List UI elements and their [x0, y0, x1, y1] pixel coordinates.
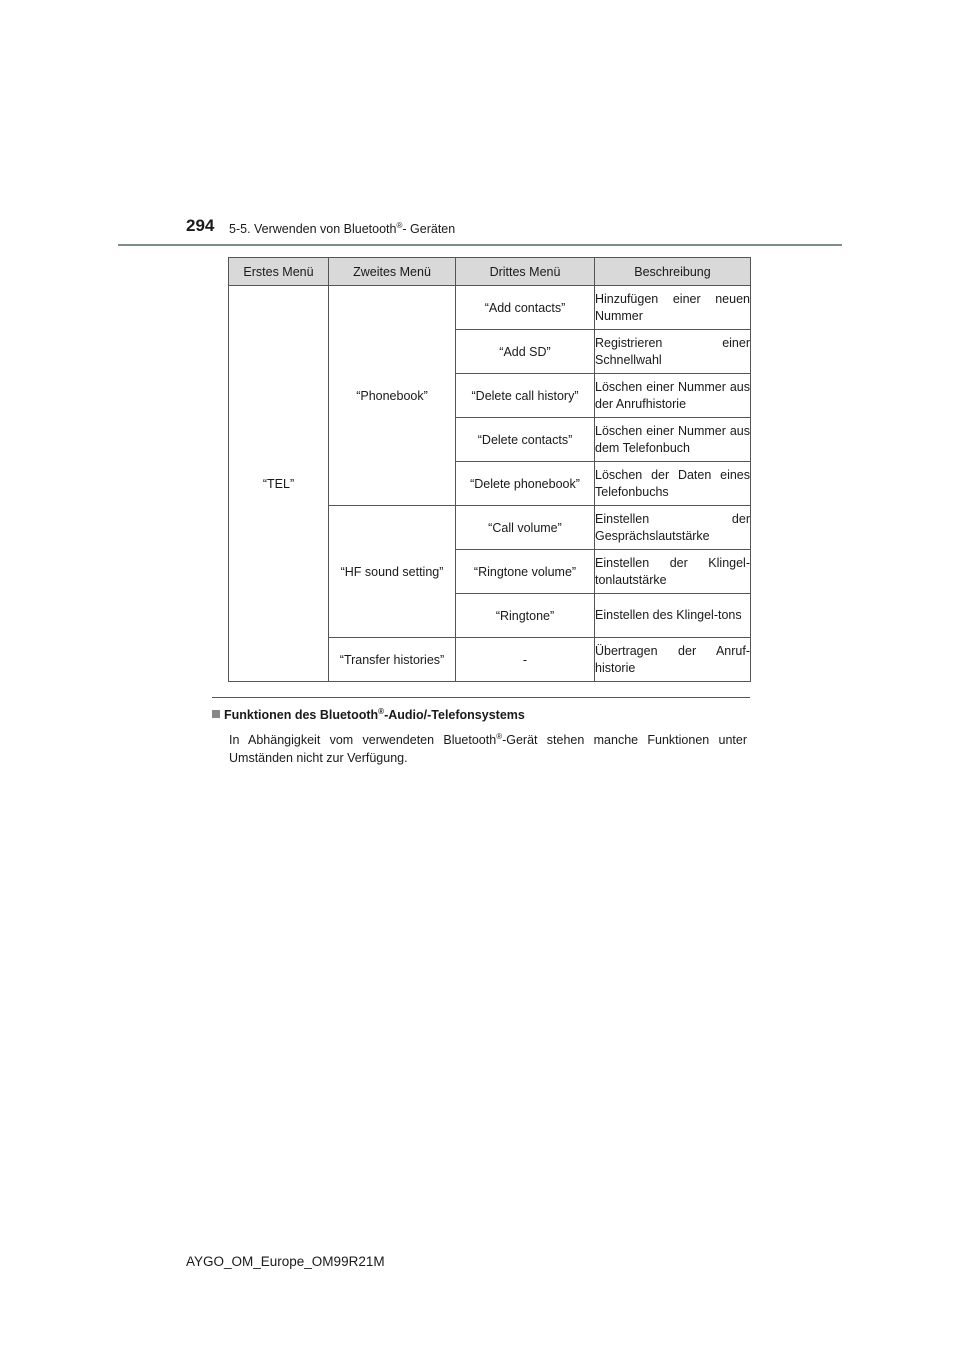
note-body: [229, 728, 747, 767]
second-menu-cell: “HF sound setting”: [329, 506, 456, 638]
second-menu-cell: “Phonebook”: [329, 286, 456, 506]
table-row: [229, 286, 751, 330]
note-body-suffix: -Gerät stehen manche Funktionen unter Umständen nicht zur Verfügung.: [229, 733, 748, 766]
menu-table: [228, 257, 751, 682]
square-bullet-icon: [212, 710, 220, 718]
registered-mark: ®: [396, 221, 403, 230]
third-menu-cell: “Delete contacts”: [456, 418, 595, 462]
second-menu-cell: “Transfer histories”: [329, 638, 456, 682]
description-cell: Registrieren einer Schnellwahl: [595, 330, 751, 374]
header-divider: [118, 244, 842, 246]
third-menu-cell: “Ringtone”: [456, 594, 595, 638]
column-header: Beschreibung: [595, 258, 751, 286]
third-menu-cell: “Add contacts”: [456, 286, 595, 330]
third-menu-cell: “Delete phonebook”: [456, 462, 595, 506]
note-title-text: Funktionen des Bluetooth: [224, 708, 379, 723]
description-cell: Übertragen der Anruf-historie: [595, 638, 751, 682]
section-title-suffix: - Geräten: [402, 222, 456, 237]
registered-mark: ®: [496, 732, 503, 741]
document-code: AYGO_OM_Europe_OM99R21M: [186, 1254, 385, 1269]
third-menu-cell: “Call volume”: [456, 506, 595, 550]
description-cell: Einstellen der Klingel-tonlautstärke: [595, 550, 751, 594]
table-header-row: [229, 258, 751, 286]
note-title: [212, 707, 525, 722]
description-cell: Löschen einer Nummer aus dem Telefonbuch: [595, 418, 751, 462]
note-divider: [212, 697, 750, 698]
page-number: 294: [186, 216, 215, 235]
third-menu-cell: “Delete call history”: [456, 374, 595, 418]
first-menu-cell: “TEL”: [229, 286, 329, 682]
description-cell: Löschen der Daten eines Telefonbuchs: [595, 462, 751, 506]
section-title: [229, 221, 455, 236]
note-body-text: In Abhängigkeit vom verwendeten Bluetooth: [229, 733, 497, 748]
description-cell: Einstellen des Klingel-tons: [595, 594, 751, 638]
column-header: Zweites Menü: [329, 258, 456, 286]
third-menu-cell: -: [456, 638, 595, 682]
description-cell: Hinzufügen einer neuen Nummer: [595, 286, 751, 330]
column-header: Drittes Menü: [456, 258, 595, 286]
third-menu-cell: “Ringtone volume”: [456, 550, 595, 594]
description-cell: Einstellen der Gesprächslautstärke: [595, 506, 751, 550]
registered-mark: ®: [378, 707, 385, 716]
third-menu-cell: “Add SD”: [456, 330, 595, 374]
note-title-suffix: -Audio/-Telefonsystems: [384, 708, 525, 723]
description-cell: Löschen einer Nummer aus der Anrufhistorie: [595, 374, 751, 418]
section-title-text: 5-5. Verwenden von Bluetooth: [229, 222, 397, 237]
column-header: Erstes Menü: [229, 258, 329, 286]
